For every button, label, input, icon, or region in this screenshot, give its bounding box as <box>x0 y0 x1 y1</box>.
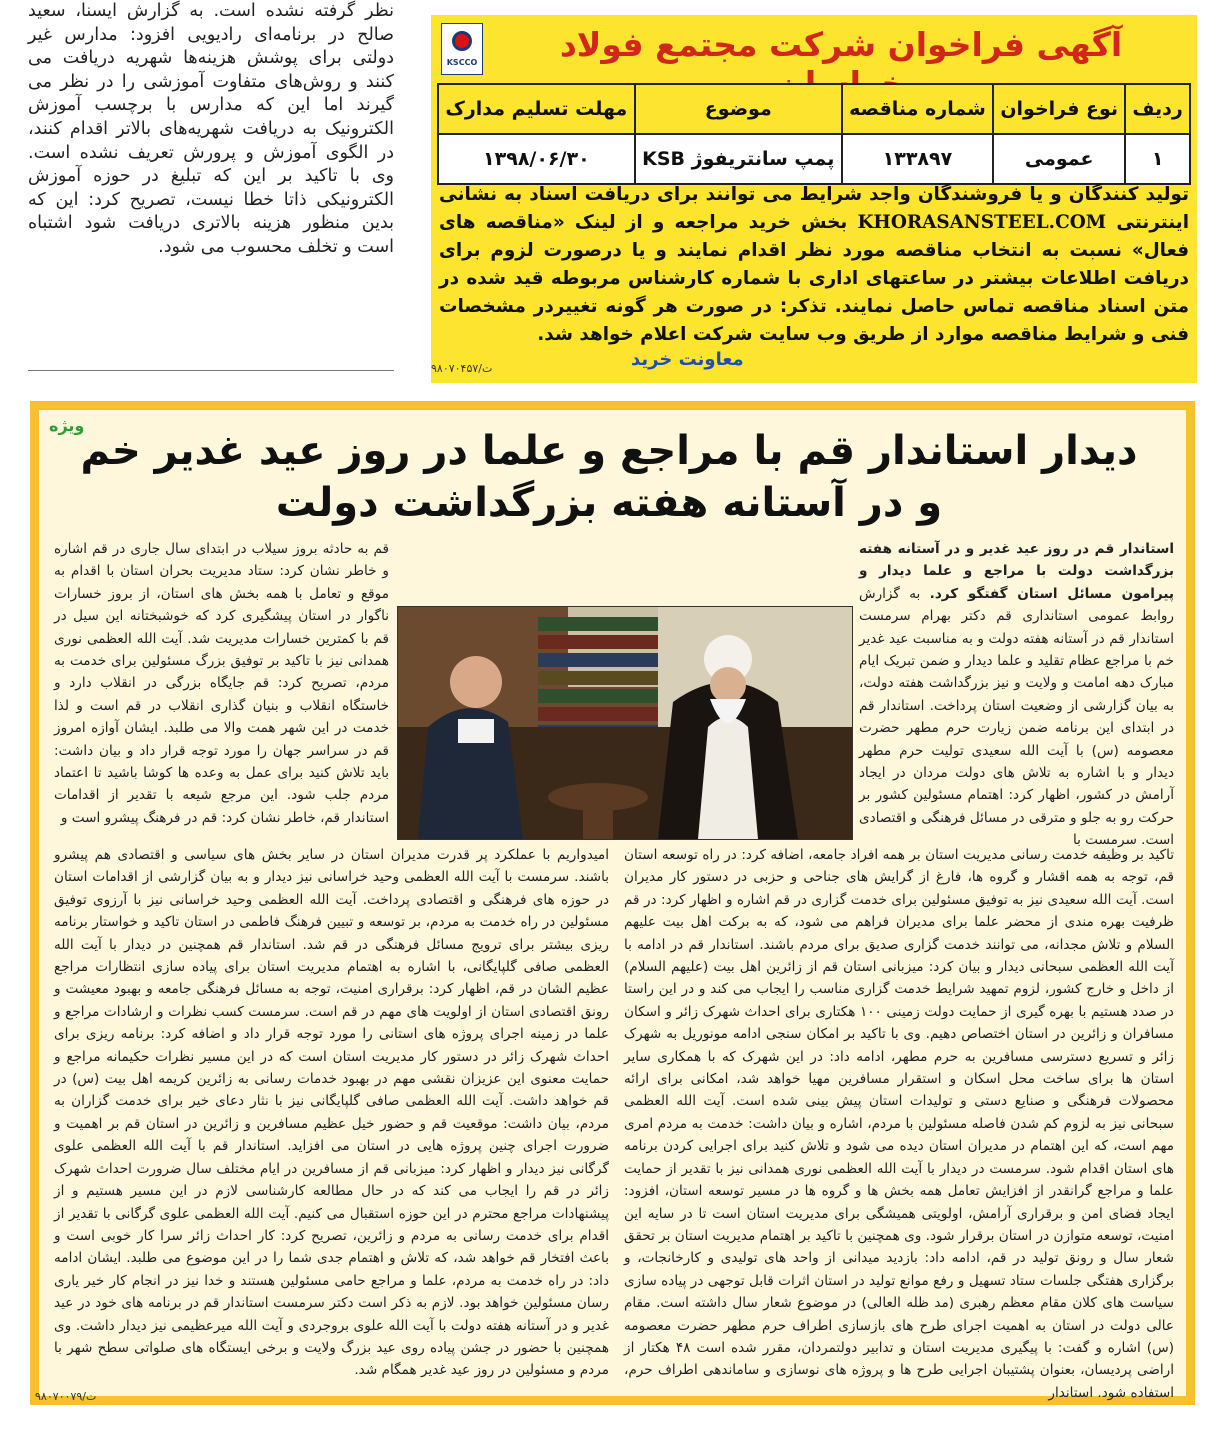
article-bottom-right: تاکید بر وظیفه خدمت رسانی مدیریت استان بر همه افراد جامعه، اضافه کرد: در راه توسعه استان قم، توجه به همه اقشار و گروه ها، فارغ از گرایش های جناحی و حزبی در دستور کار مدیران است. آیت الله سعیدی نیز به توفیق مسئولین برای خدمت گزاری در قم اشاره و اظهار کرد: در قم ظرفیت بهره مندی از محضر علما برای مدیران فراهم می شود، که به برکت اهل بیت علیهم السلام و تلاش مجدانه، می توانند خدمت گزاری صدیق برای مردم باشند. استاندار قم در ادامه با آیت الله العظمی سبحانی دیدار و بیان کرد: میزبانی استان قم از زائرین اهل بیت (علیهم السلام) از داخل و خارج کشور، لزوم تمهید شرایط خدمت گزاری مناسب را ایجاب می کند و در این راستا در صدد هستیم با بهره گیری از حمایت دولت زمینی ۱۰۰ هکتاری برای احداث شهرک زائر و اسکان مسافران و زائرین در استان اختصاص دهیم. وی با تاکید بر امکان سنجی ادامه مونوریل به شهرک زائر و تسریع دسترسی مسافرین به حرم مطهر، ادامه داد: در این شهرک که با همکاری سایر استان ها برای ساخت محل اسکان و استقرار مسافرین مهیا خواهد شد، امکانی برای ارائه محصولات فرهنگی و صنایع دستی و تولیدات استان پیش بینی شده است. آیت الله العظمی سبحانی نیز به لزوم کم شدن فاصله مسئولین با مردم، اشاره و بیان داشت: خدمت به مردم امری مهم است، که این اهتمام در مدیران استان دیده می شود و تلاش کنید برای اجرایی کردن برنامه های استان اقدام شود. سرمست در دیدار با آیت الله العظمی نوری همدانی نیز با تقدیر از حمایت علما و مراجع گرانقدر از افزایش تعامل همه بخش ها و گروه ها در مسیر توسعه استان، افزود: ایجاد فضای امن و برقراری آرامش، اولویتی همیشگی برای مدیریت استان است تا در سایه این امنیت، توسعه متوازن در استان برقرار شود. وی همچنین با تاکید بر اهتمام مدیریت استان بر تحقق شعار سال و رونق تولید در قم، ادامه داد: بازدید میدانی از واحد های تولیدی و کارخانجات، و برگزاری هفتگی جلسات ستاد تسهیل و رفع موانع تولید در استان اثرات قابل توجهی در پیاده سازی سیاست های کلان مقام معظم رهبری (مد ظله العالی) در موضوع شعار سال داشته است. مقام عالی دولت در استان به اهمیت اجرای طرح های بازسازی اطراف حرم مطهر حضرت معصومه (س) اشاره و گفت: با پیگیری مدیریت استان و تدابیر دولتمردان، مقرر شده است ۴۸ هکتار از اراضی پردیسان، بعنوان پشتیبان اجرایی طرح ها و پروژه های نوسازی و ساماندهی اطراف حرم، استفاده شود. استاندار <box>624 847 1175 1401</box>
ad-website-link[interactable]: KHORASANSTEEL.COM <box>857 212 1107 233</box>
article-bottom-left: امیدواریم با عملکرد پر قدرت مدیران استان در سایر بخش های سیاسی و اقتصادی هم پیشرو باشند. سرمست با آیت الله العظمی وحید خراسانی نیز دیدار و به بیان گزارشی از اقدامات استان در حوزه های فرهنگی و اقتصادی پرداخت. آیت الله العظمی وحید خراسانی نیز با آرزوی توفیق مسئولین در راه خدمت به مردم، بر توسعه و تبیین فرهنگ فاطمی در استان تاکید و خواستار برنامه ریزی بیشتر برای ترویج مسائل فرهنگی در قم شد. استاندار قم همچنین در دیدار با آیت الله العظمی صافی گلپایگانی، با اشاره به اهتمام مدیریت استان برای پیاده سازی انتظارات مراجع عظیم الشان در قم، اظهار کرد: برقراری امنیت، توجه به مسائل فرهنگی جامعه و بهبود معیشت و رونق اقتصادی استان از اولویت های مهم در قم است. سرمست کسب نظرات و ارشادات مراجع و علما در زمینه اجرای پروژه های استانی را مورد توجه قرار داد و اضافه کرد: برنامه ریزی برای احداث شهرک زائر در دستور کار مدیریت استان است که در این مسیر نظرات حکیمانه مراجع و حمایت معنوی این عزیزان نقشی مهم در بهبود خدمات رسانی به زائرین کریمه اهل بیت (س) در قم خواهد داشت. آیت الله العظمی صافی گلپایگانی نیز با نثار دعای خیر برای خدمت گزاران به مردم، بیان داشت: موقعیت قم و حضور خیل عظیم مسافرین و زائرین در استان قم بر اهمیت و ضرورت اجرای چنین پروژه هایی در استان می افزاید. استاندار قم با آیت الله العظمی علوی گرگانی نیز دیدار و اظهار کرد: میزبانی قم از مسافرین در ایام مختلف سال ضرورت احداث شهرک زائر در قم را ایجاب می کند که در حال مطالعه کارشناسی لازم در این مسیر هستیم و از پیشنهادات مراجع محترم در این حوزه استقبال می کنیم. آیت الله العظمی علوی گرگانی با تقدیر از اقدام برای خدمت رسانی به مردم و زائرین، تصریح کرد: کار احداث زائر سرا کار خوبی است و باعث افتخار قم خواهد شد، که تلاش و اهتمام جدی شما را در این موضوع می طلبد. ایشان ادامه داد: در راه خدمت به مردم، علما و مراجع حامی مسئولین هستند و خدا نیز در انجام کار خیر یاری رسان مسئولین خواهد بود. لازم به ذکر است دکتر سرمست استاندار قم در برنامه های خود در عید غدیر و در آستانه هفته دولت با آیت الله علوی بروجردی و آیت الله میرعظیمی نیز دیدار داشت. وی همچنین با حضور در جشن پیاده روی عید بزرگ ولایت و برخی ایستگاه های صلواتی سطح شهر با مردم و مسئولین در روز عید غدیر همگام شد. <box>54 847 609 1379</box>
ad-body-part1: تولید کنندگان و یا فروشندگان واجد شرایط می توانند برای دریافت اسناد به نشانی اینترنتی <box>439 184 1189 233</box>
article-box <box>30 401 1195 1405</box>
article-lead: استاندار قم در روز عید غدیر و در آستانه هفته بزرگداشت دولت با مراجع و علما دیدار و پیرامون مسائل استان گفتگو کرد. <box>859 541 1174 602</box>
cell-row-number: ۱ <box>1125 134 1190 184</box>
tender-table-header <box>438 84 1190 134</box>
company-logo <box>441 23 483 75</box>
cell-call-type: عمومی <box>993 134 1125 184</box>
ad-code: ۹۸۰۷۰۴۵۷/ت <box>431 362 493 375</box>
header-deadline: مهلت تسلیم مدارک <box>438 84 635 134</box>
header-call-type: نوع فراخوان <box>993 84 1125 134</box>
table-row <box>438 134 1190 184</box>
cell-deadline: ۱۳۹۸/۰۶/۳۰ <box>438 134 635 184</box>
ad-body-text <box>439 181 1189 349</box>
article-title-line2: و در آستانه هفته بزرگداشت دولت <box>275 480 943 526</box>
logo-emblem-icon <box>452 31 472 51</box>
article-column-left: قم به حادثه بروز سیلاب در ابتدای سال جاری در قم اشاره و خاطر نشان کرد: ستاد مدیریت بحران استان با اقدام به موقع و تعامل با همه بخش های استان، از بروز خسارات ناگوار در استان پیشگیری کرد که خوشبختانه این سیل در قم با کمترین خسارات مدیریت شد. آیت الله العظمی نوری همدانی نیز با تاکید بر توفیق بزرگ مسئولین برای خدمت به مردم، تصریح کرد: قم جایگاه بزرگی در انقلاب دارد و خاستگاه انقلاب و بنیان گذاری انقلاب در قم است و لذا خدمت در این شهر همت والا می طلبد. ایشان آوازه امروز قم در سراسر جهان را مورد توجه قرار داد و بیان داشت: باید تلاش کنید برای عمل به وعده ها کوشا باشید تا اعتماد مردم جلب شود. این مرجع شیعه با تقدیر از اقدامات استاندار قم، خاطر نشان کرد: قم در فرهنگ پیشرو است و <box>54 541 389 826</box>
ad-signature: معاونت خرید <box>631 349 744 370</box>
ad-title: آگهی فراخوان شرکت مجتمع فولاد <box>559 25 1123 64</box>
ad-body-note: تذکر: در صورت هر گونه تغییردر مشخصات فنی و شرایط مناقصه موارد از طریق وب سایت شرکت اعلام خواهد شد. <box>439 296 1189 345</box>
article-code: ۹۸۰۷۰۰۷۹/ت <box>35 1390 97 1403</box>
ad-header <box>431 15 1197 81</box>
header-subject: موضوع <box>635 84 842 134</box>
left-column-text: نظر گرفته نشده است. به گزارش ایسنا، سعید صالح در برنامه‌ای رادیویی افزود: مدارس غیر دولتی برای پوشش هزینه‌ها شهریه دریافت می کنند و روش‌های متفاوت آموزشی را در نظر می گیرند اما این که مدارس با برچسب آموزش الکترونیک به دریافت شهریه‌های بالاتر اقدام کنند، در الگوی آموزش و پرورش تعریف نشده است. وی با تاکید بر این که تبلیغ در حوزه آموزش الکترونیکی ذاتا خطا نیست، تصریح کرد: این که بدین منظور هزینه بالاتری دریافت شود اشتباه است و تخلف محسوب می شود. <box>28 1 394 257</box>
meeting-photo-illustration <box>398 607 852 839</box>
header-row-number: ردیف <box>1125 84 1190 134</box>
header-tender-number: شماره مناقصه <box>842 84 993 134</box>
article-kicker: ویژه <box>49 416 85 435</box>
article-body-right: به گزارش روابط عمومی استانداری قم دکتر بهرام سرمست استاندار قم در آستانه هفته دولت و به مناسبت عید غدیر خم با مراجع عظام تقلید و علما دیدار و ضمن تبریک ایام مبارک دهه امامت و ولایت و نیز بزرگداشت هفته دولت، به بیان گزارشی از وضعیت استان پرداخت. استاندار قم در ابتدای این برنامه ضمن زیارت حرم مطهر حضرت معصومه (س) با آیت الله سعیدی تولیت حرم مطهر دیدار و با اشاره به تلاش های دولت مردان در ایجاد آرامش در کشور، اظهار کرد: اهتمام مسئولین کشور بر حرکت رو به جلو و مترقی در مسائل فرهنگی و اقتصادی است. سرمست با <box>859 585 1174 849</box>
tender-advertisement <box>431 15 1197 383</box>
cell-tender-number: ۱۳۳۸۹۷ <box>842 134 993 184</box>
cell-subject: پمپ سانتریفوژ KSB <box>635 134 842 184</box>
article-title-line1: دیدار استاندار قم با مراجع و علما در روز عید غدیر خم <box>80 428 1138 474</box>
column-divider <box>28 370 394 371</box>
article-column-right <box>859 538 1174 849</box>
logo-text: KSCCO <box>446 58 478 67</box>
tender-table <box>437 83 1191 185</box>
ad-body-part2: بخش خرید مراجعه و از لینک «مناقصه های فعال» نسبت به انتخاب مناقصه مورد نظر اقدام نمایند و یا درصورت لزوم برای دریافت اطلاعات بیشتر در ساعتهای اداری با شماره کارشناس مربوطه قید شده در متن اسناد مناقصه تماس حاصل نمایند. <box>439 212 1189 317</box>
meeting-photo <box>397 606 853 840</box>
